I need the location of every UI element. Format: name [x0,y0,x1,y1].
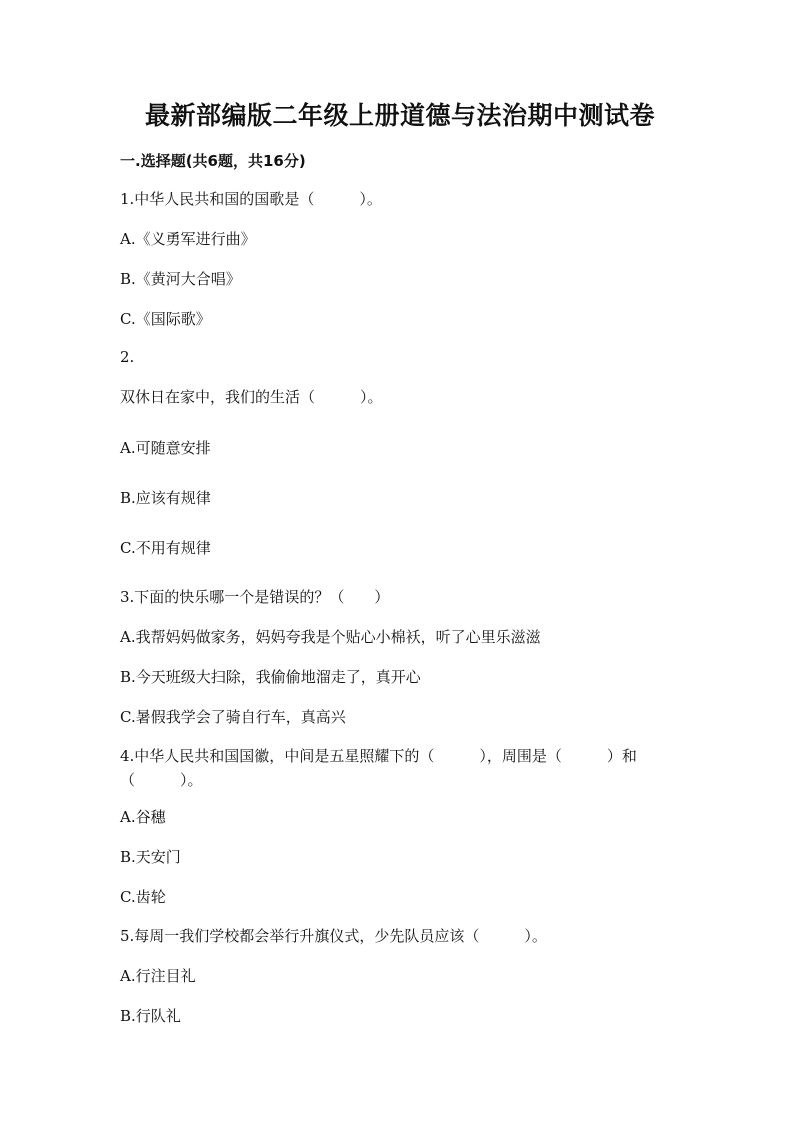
question-3-stem: 3.下面的快乐哪一个是错误的？（ ） [120,588,390,606]
question-5-option-a: A.行注目礼 [120,967,196,985]
question-4-option-b: B.天安门 [120,848,181,866]
question-5-option-b: B.行队礼 [120,1007,181,1025]
question-2-number: 2. [120,348,135,366]
question-3-option-b: B.今天班级大扫除，我偷偷地溜走了，真开心 [120,668,421,686]
question-3-option-c: C.暑假我学会了骑自行车，真高兴 [120,708,346,726]
question-1-option-c: C.《国际歌》 [120,310,211,328]
question-4-option-c: C.齿轮 [120,888,166,906]
question-2-option-a: A.可随意安排 [120,439,211,457]
page-title: 最新部编版二年级上册道德与法治期中测试卷 [144,101,655,130]
question-3-option-a: A.我帮妈妈做家务，妈妈夸我是个贴心小棉袄，听了心里乐滋滋 [120,628,541,646]
question-2-stem: 双休日在家中，我们的生活（ ）。 [120,388,383,406]
question-1-option-b: B.《黄河大合唱》 [120,270,241,288]
section-heading: 一.选择题(共6题，共16分) [120,152,306,170]
question-2-option-b: B.应该有规律 [120,489,211,507]
question-4-option-a: A.谷穗 [120,808,166,826]
question-5-stem: 5.每周一我们学校都会举行升旗仪式，少先队员应该（ ）。 [120,927,547,945]
question-1-option-a: A.《义勇军进行曲》 [120,230,256,248]
question-1-stem: 1.中华人民共和国的国歌是（ ）。 [120,190,382,208]
question-2-option-c: C.不用有规律 [120,539,211,557]
question-4-stem: 4.中华人民共和国国徽，中间是五星照耀下的（ ），周围是（ ）和（ ）。 [120,747,637,789]
